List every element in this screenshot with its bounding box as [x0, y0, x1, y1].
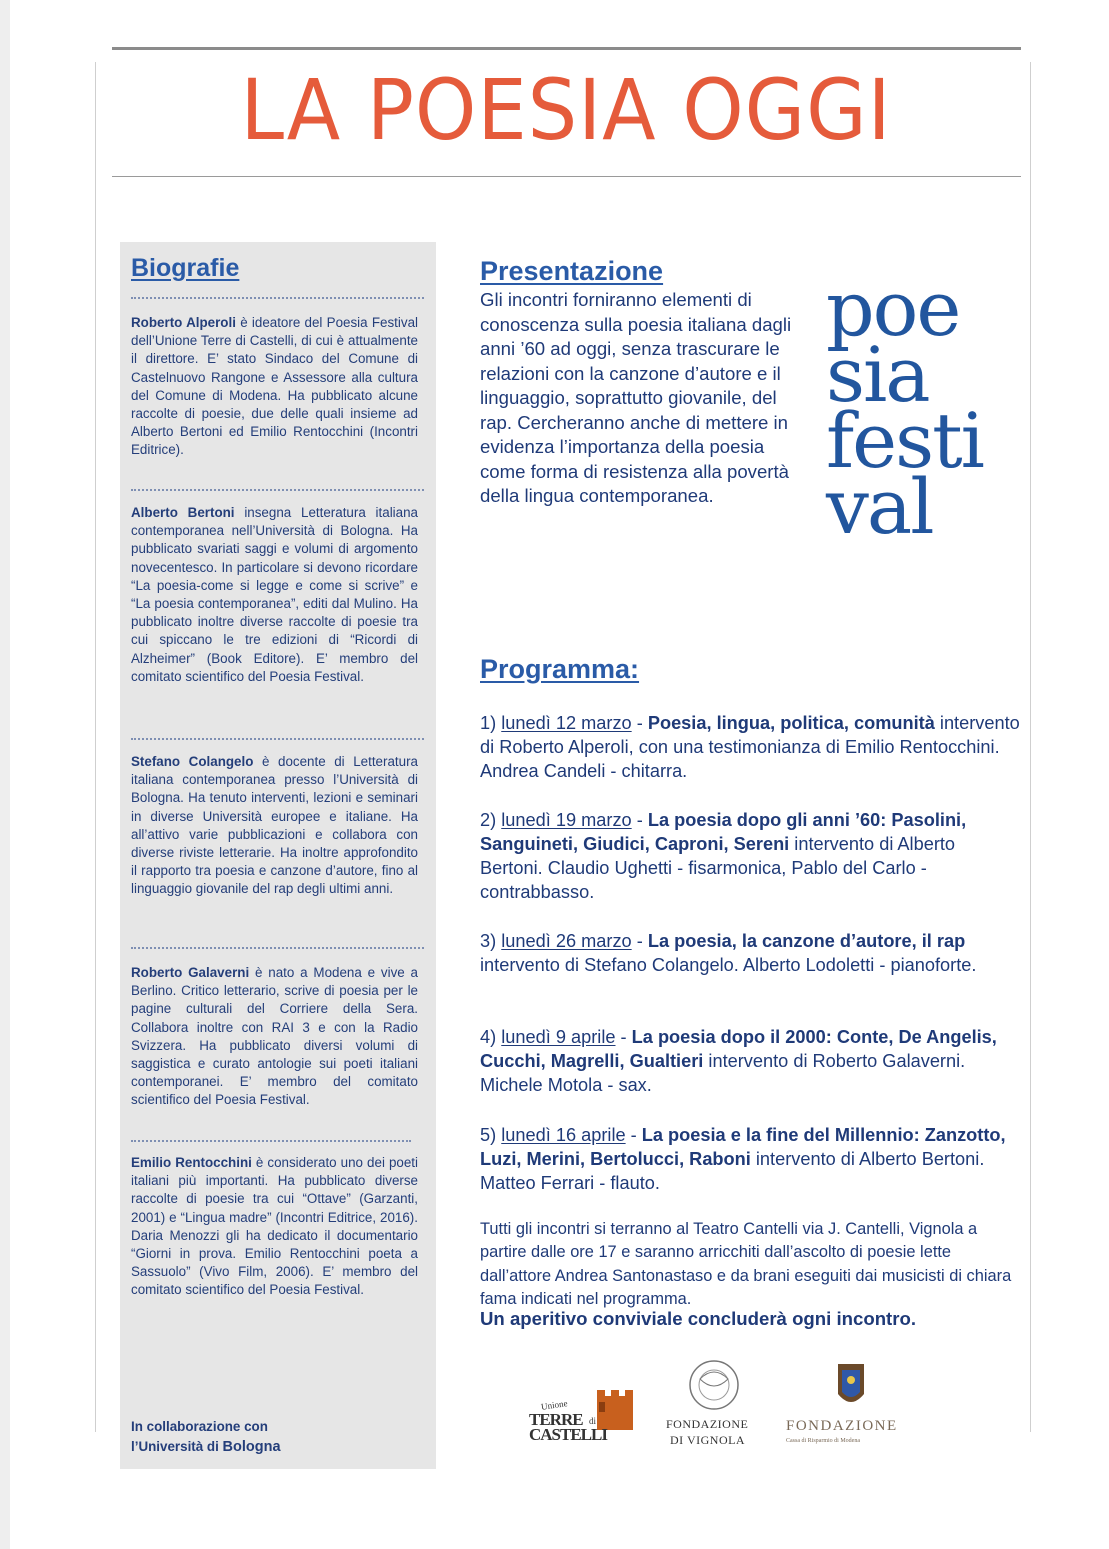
- biografie-heading: Biografie: [131, 254, 240, 282]
- item-number: 1): [480, 713, 502, 733]
- item-title: La poesia dopo il 2000: Conte, De Angelis, Cucchi, Magrelli, Gualtieri: [480, 1027, 997, 1071]
- program-item-5: [480, 1123, 1020, 1195]
- collab-line-1: In collaborazione con: [131, 1419, 268, 1434]
- item-details: intervento di Stefano Colangelo. Alberto Lodoletti - pianoforte.: [480, 955, 977, 975]
- bio-galaverni: [131, 964, 418, 1110]
- bio-rentocchini: [131, 1154, 418, 1300]
- bio-text: è considerato uno dei poeti italiani più importanti. Ha pubblicato diverse raccolte di poesie tra cui “Ottave” (Garzanti, 2001) e “Lingua madre” (Incontri Editrice, 2016). Daria Menozzi gli ha dedicato il documentario “Giorni in prova. Emilio Rentocchini poeta a Sassuolo” (Vivo Film, 2006). E’ membro del comitato scientifico del Poesia Festival.: [131, 1155, 418, 1298]
- item-details: intervento di Alberto Bertoni. Matteo Ferrari - flauto.: [480, 1149, 985, 1193]
- item-number: 3): [480, 931, 502, 951]
- collaboration-note: [131, 1417, 281, 1457]
- bio-name: Roberto Alperoli: [131, 315, 236, 330]
- collab-line-2: [131, 1439, 281, 1454]
- sponsor-text: TERRE: [529, 1410, 583, 1429]
- divider: [131, 1140, 411, 1142]
- bio-text: è docente di Letteratura italiana contemporanea presso l’Università di Bologna. Ha tenuto interventi, lezioni e seminari in diverse Università europee e italiane. Ha all’attivo varie pubblicazioni e collabora con diverse riviste letterarie. Ha inoltre approfondito il rapporto tra poesia e canzone d’autore, fino al linguaggio giovanile del rap degli ultimi anni.: [131, 754, 418, 897]
- item-separator: -: [631, 713, 648, 733]
- frame-line-left: [95, 62, 96, 1432]
- sponsor-text: FONDAZIONE: [786, 1418, 898, 1434]
- sponsor-text: CASTELLI: [529, 1425, 607, 1444]
- item-separator: -: [631, 931, 648, 951]
- collab-university: l’Università di: [131, 1439, 223, 1454]
- item-number: 2): [480, 810, 502, 830]
- item-date: lunedì 26 marzo: [501, 931, 632, 951]
- sponsor-text: Unione: [540, 1398, 569, 1412]
- presentazione-heading: Presentazione: [480, 256, 664, 286]
- divider: [131, 738, 424, 740]
- sponsor-text: Cassa di Risparmio di Modena: [786, 1438, 860, 1444]
- programma-heading: Programma:: [480, 654, 640, 684]
- coat-of-arms-icon: [786, 1358, 916, 1414]
- bio-name: Emilio Rentocchini: [131, 1155, 252, 1170]
- item-date: lunedì 19 marzo: [501, 810, 632, 830]
- sponsor-text: DI VIGNOLA: [670, 1433, 746, 1447]
- collab-city: Bologna: [222, 1439, 281, 1455]
- item-title: La poesia e la fine del Millennio: Zanzotto, Luzi, Merini, Bertolucci, Raboni: [480, 1125, 1006, 1169]
- item-title: La poesia, la canzone d’autore, il rap: [647, 931, 966, 951]
- item-separator: -: [631, 810, 648, 830]
- sponsor-text: FONDAZIONE: [666, 1417, 749, 1431]
- bio-name: Alberto Bertoni: [131, 505, 235, 520]
- item-number: 5): [480, 1125, 502, 1145]
- closing-highlight: Un aperitivo conviviale concluderà ogni incontro.: [480, 1308, 916, 1329]
- bio-text: è nato a Modena e vive a Berlino. Critico letterario, scrive di poesia per le pagine culturali del Corriere della Sera. Collabora inoltre con RAI 3 e con la Radio Svizzera. Ha pubblicato diversi volumi di saggistica e curato antologie sui poeti italiani contemporanei. E’ membro del comitato scientifico del Poesia Festival.: [131, 965, 418, 1108]
- fondazione-cassa-di-risparmio-logo: [786, 1358, 916, 1453]
- bio-text: insegna Letteratura italiana contemporanea nell’Università di Bologna. Ha pubblicato svariati saggi e volumi di argomento novecentesco. In particolare si devono ricordare “La poesia-come si legge e come si scrive” e “La poesia contemporanea”, editi dal Mulino. Ha pubblicato inoltre diverse raccolte di poesie tra cui spiccano le tre edizioni di “Ricordi di Alzheimer” (Book Editore). E’ membro del comitato scientifico del Poesia Festival.: [131, 505, 418, 684]
- presentazione-text: Gli incontri forniranno elementi di conoscenza sulla poesia italiana dagli anni ’60 ad oggi, senza trascurare le relazioni con la canzone d’autore e il linguaggio, soprattutto giovanile, del rap. Cercheranno anche di mettere in evidenza l’importanza della poesia come forma di resistenza alla povertà della lingua contemporanea.: [480, 289, 792, 506]
- logo-line: sia: [826, 330, 929, 419]
- item-separator: -: [615, 1027, 632, 1047]
- item-title: Poesia, lingua, politica, comunità: [647, 713, 935, 733]
- item-separator: -: [625, 1125, 642, 1145]
- program-item-4: [480, 1025, 1020, 1097]
- divider: [131, 489, 424, 491]
- program-item-1: [480, 711, 1020, 783]
- frame-line-right: [1030, 62, 1031, 1432]
- program-item-3: [480, 929, 1020, 977]
- page-title: LA POESIA OGGI: [240, 61, 893, 159]
- unione-terre-di-castelli-logo: [527, 1380, 642, 1446]
- poesia-festival-logo: [826, 264, 996, 551]
- item-details: intervento di Roberto Alperoli, con una testimonianza di Emilio Rentocchini. Andrea Candeli - chitarra.: [480, 713, 1020, 781]
- divider: [131, 297, 424, 299]
- item-details: intervento di Alberto Bertoni. Claudio Ughetti - fisarmonica, Pablo del Carlo - contrabbasso.: [480, 834, 956, 902]
- bio-bertoni: [131, 504, 418, 686]
- bio-name: Stefano Colangelo: [131, 754, 254, 769]
- item-title: La poesia dopo gli anni ’60: Pasolini, Sanguineti, Giudici, Caproni, Sereni: [480, 810, 967, 854]
- program-item-2: [480, 808, 1020, 904]
- item-date: lunedì 16 aprile: [501, 1125, 626, 1145]
- sponsor-text: di: [589, 1416, 597, 1426]
- item-date: lunedì 9 aprile: [501, 1027, 616, 1047]
- logo-line: festi: [826, 396, 983, 485]
- logo-line: poe: [826, 264, 960, 353]
- bio-name: Roberto Galaverni: [131, 965, 250, 980]
- item-date: lunedì 12 marzo: [501, 713, 632, 733]
- item-details: intervento di Roberto Galaverni. Michele Motola - sax.: [480, 1051, 966, 1095]
- bio-text: è ideatore del Poesia Festival dell’Unione Terre di Castelli, di cui è attualmente il direttore. E’ stato Sindaco del Comune di Castelnuovo Rangone e Assessore alla cultura del Comune di Modena. Ha pubblicato alcune raccolte di poesie, due delle quali insieme ad Alberto Bertoni ed Emilio Rentocchini (Incontri Editrice).: [131, 315, 418, 458]
- logo-line: val: [826, 462, 933, 551]
- fondazione-di-vignola-logo: [664, 1355, 764, 1455]
- item-number: 4): [480, 1027, 502, 1047]
- divider: [131, 947, 424, 949]
- page-edge: [0, 0, 10, 1549]
- bio-colangelo: [131, 753, 418, 899]
- title-rule: [112, 176, 1021, 177]
- closing-text: Tutti gli incontri si terranno al Teatro Cantelli via J. Cantelli, Vignola a partire dalle ore 17 e saranno arricchiti dall’ascolto di poesie lette dall’attore Andrea Santonastaso e da brani eseguiti dai musicisti di chiara fama indicati nel programma.: [480, 1220, 1012, 1308]
- emblem-icon: [664, 1355, 764, 1415]
- bio-alperoli: [131, 314, 418, 460]
- top-rule: [112, 47, 1021, 50]
- biografie-sidebar: [120, 242, 436, 1469]
